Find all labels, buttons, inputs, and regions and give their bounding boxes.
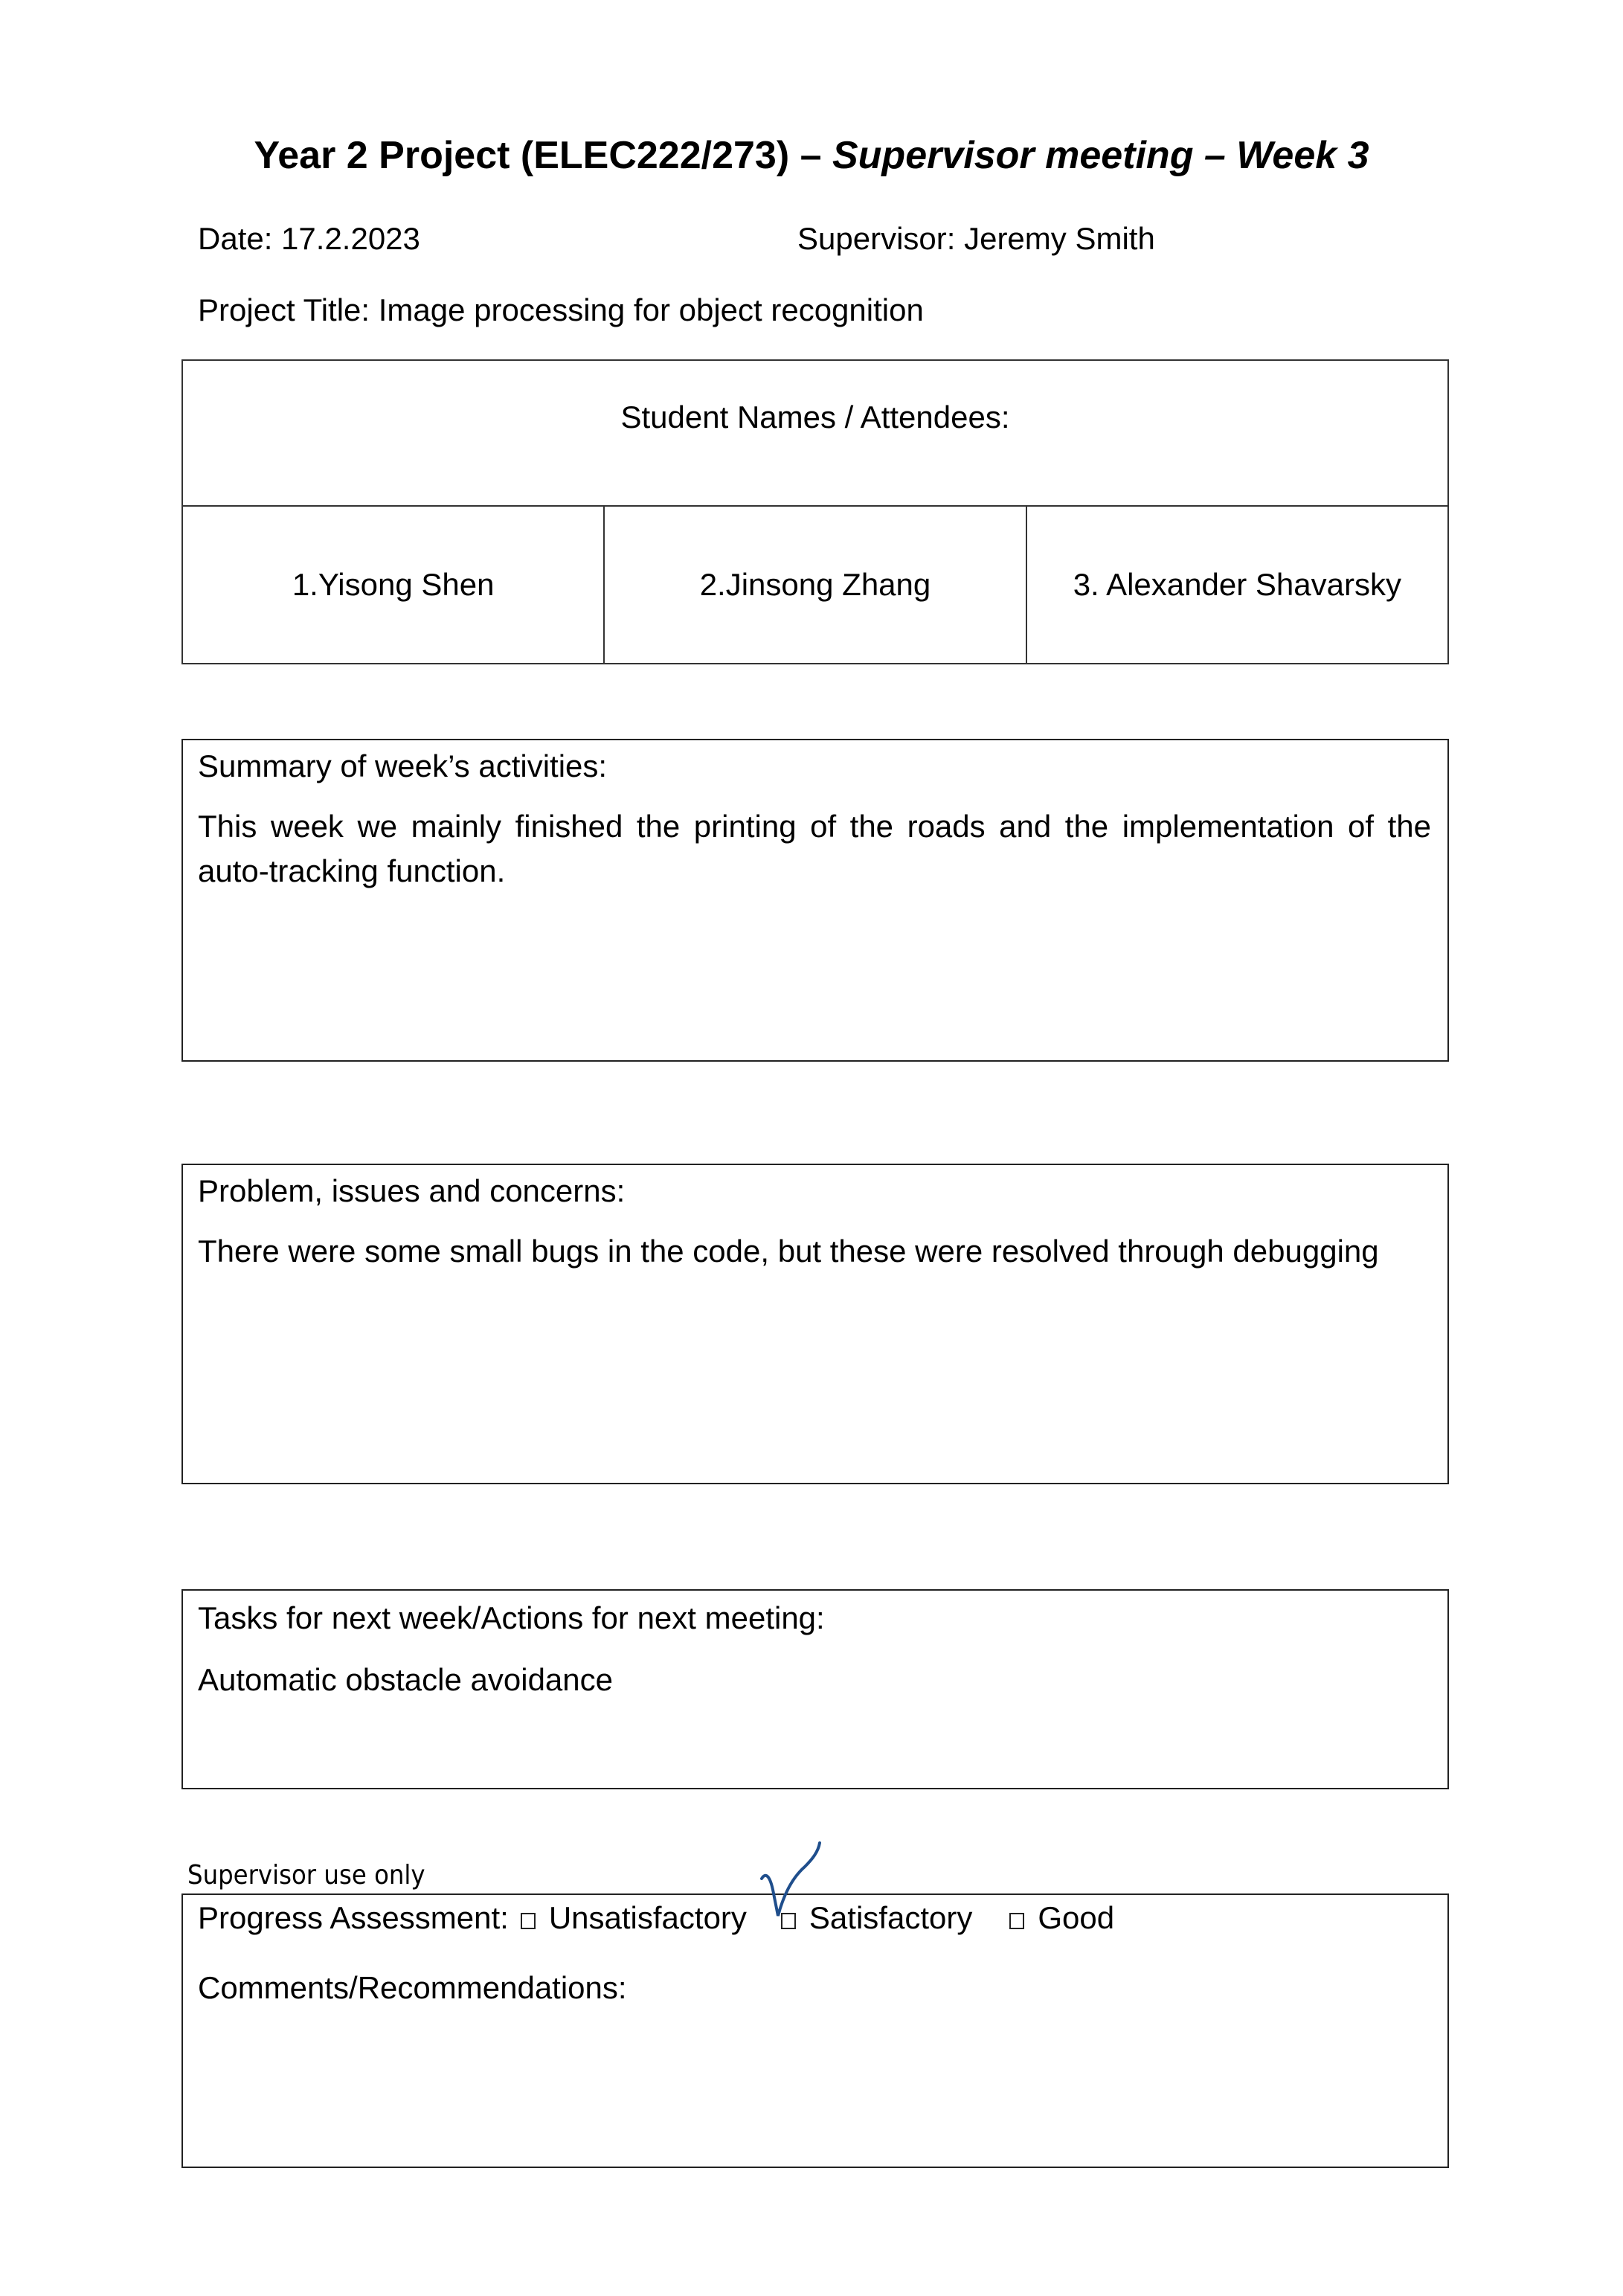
- option-unsatisfactory[interactable]: [509, 1899, 747, 1937]
- option-label: Satisfactory: [809, 1900, 973, 1935]
- tasks-box: [181, 1589, 1449, 1789]
- supervisor-use-note: Supervisor use only: [187, 1860, 425, 1891]
- checkbox-satisfactory[interactable]: [781, 1913, 796, 1929]
- summary-text: This week we mainly finished the printing of the roads and the implementation of the auto-tracking function.: [198, 809, 1431, 889]
- problems-box: [181, 1164, 1449, 1484]
- checkbox-unsatisfactory[interactable]: [521, 1913, 536, 1929]
- checkbox-good[interactable]: [1009, 1913, 1024, 1929]
- option-label: Good: [1038, 1900, 1115, 1935]
- option-label: Unsatisfactory: [548, 1900, 747, 1935]
- supervisor-box: [181, 1893, 1449, 2168]
- attendee-name: 2.Jinsong Zhang: [604, 506, 1026, 664]
- option-good[interactable]: [997, 1899, 1114, 1937]
- attendee-name: 1.Yisong Shen: [182, 506, 604, 664]
- handwritten-checkmark-icon: [759, 1841, 826, 1923]
- tasks-label: Tasks for next week/Actions for next meeting:: [198, 1600, 825, 1635]
- tasks-text: Automatic obstacle avoidance: [198, 1662, 613, 1698]
- title-plain: Year 2 Project (ELEC222/273) –: [254, 134, 832, 177]
- project-title: Project Title: Image processing for object recognition: [198, 292, 924, 327]
- problems-label: Problem, issues and concerns:: [198, 1173, 626, 1208]
- option-satisfactory[interactable]: [769, 1899, 972, 1937]
- summary-box: [181, 739, 1449, 1062]
- progress-assessment-row: [198, 1899, 1447, 1937]
- problems-text: There were some small bugs in the code, but these were resolved through debugging: [198, 1234, 1379, 1269]
- supervisor-name: Supervisor: Jeremy Smith: [797, 221, 1155, 256]
- attendees-table: [181, 359, 1449, 664]
- title-italic: Supervisor meeting – Week 3: [832, 134, 1369, 177]
- attendees-heading: Student Names / Attendees:: [182, 360, 1448, 506]
- assessment-label: Progress Assessment:: [198, 1900, 509, 1935]
- comments-label: Comments/Recommendations:: [198, 1970, 627, 2006]
- summary-label: Summary of week’s activities:: [198, 748, 608, 783]
- document-title: [0, 132, 1623, 179]
- meeting-date: Date: 17.2.2023: [198, 221, 420, 256]
- attendee-name: 3. Alexander Shavarsky: [1026, 506, 1448, 664]
